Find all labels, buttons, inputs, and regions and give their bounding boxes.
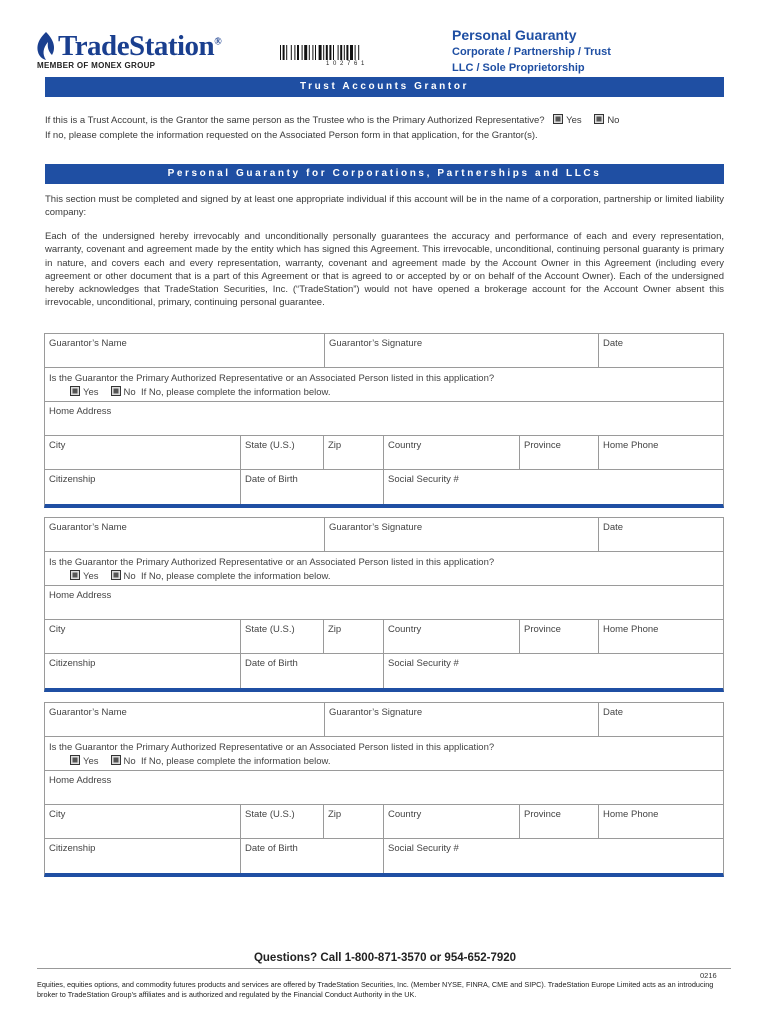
guarantor-yes-label: Yes (83, 387, 99, 398)
guarantor-no-hint: If No, please complete the information below. (140, 756, 331, 767)
home-address-row (45, 402, 723, 436)
guarantor-signature-label: Guarantor’s Signature (329, 707, 423, 718)
guarantor-signature-label: Guarantor’s Signature (329, 338, 423, 349)
guarantor-no-label: No (123, 387, 136, 398)
date-of-birth-field[interactable] (240, 839, 383, 873)
home-phone-label: Home Phone (603, 809, 659, 820)
guarantor-options (45, 570, 723, 582)
home-address-field[interactable] (45, 586, 723, 619)
citizenship-field[interactable] (45, 654, 240, 688)
trust-instruction: If no, please complete the information requested on the Associated Person form in that application, for the Grantor(s). (45, 130, 538, 141)
guarantor-signature-label: Guarantor’s Signature (329, 522, 423, 533)
guarantor-yes-checkbox[interactable] (70, 386, 80, 396)
footer-disclaimer: Equities, equities options, and commodity futures products and services are offered by TradeStation Securities, Inc. (Member NYSE, FINRA, CME and SIPC). TradeStation Europe Limited acts as an introducing broker to TradeStation Group’s affiliates and is authorized and regulated by the Financial Conduct Authority in the UK. (37, 980, 714, 999)
guarantor-name-row (45, 518, 723, 552)
ssn-field[interactable] (383, 470, 723, 504)
guarantor-yes-checkbox[interactable] (70, 755, 80, 765)
logo-tagline: MEMBER OF MONEX GROUP (37, 61, 156, 70)
citizenship-label: Citizenship (49, 474, 96, 485)
guarantor-no-checkbox[interactable] (111, 755, 121, 765)
trust-no-checkbox[interactable] (594, 114, 604, 124)
trust-yes-label: Yes (566, 115, 582, 126)
country-label: Country (388, 809, 422, 820)
city-field[interactable] (45, 620, 240, 653)
province-label: Province (524, 809, 561, 820)
guarantor-signature-field[interactable] (324, 518, 598, 551)
home-phone-field[interactable] (598, 805, 723, 838)
guarantor-name-field[interactable] (45, 334, 324, 367)
ssn-field[interactable] (383, 654, 723, 688)
home-address-field[interactable] (45, 771, 723, 804)
home-address-row (45, 586, 723, 620)
page-title: Personal Guaranty (452, 27, 577, 43)
guarantor-question: Is the Guarantor the Primary Authorized Representative or an Associated Person listed in this application? (49, 557, 495, 568)
guarantor-no-hint: If No, please complete the information below. (140, 387, 331, 398)
guarantor-no-hint: If No, please complete the information below. (140, 571, 331, 582)
date-of-birth-field[interactable] (240, 470, 383, 504)
guarantor-no-checkbox[interactable] (111, 386, 121, 396)
state-label: State (U.S.) (245, 624, 295, 635)
guaranty-terms: Each of the undersigned hereby irrevocably and unconditionally personally guarantees the accuracy and performance of each and every representation, warranty, covenant and agreement made by the entity which has signed this Agreement. This irrevocable, unconditional, continuing personal guaranty is primary in nature, and covers each and every representation, warranty, covenant and agreement made by the Account Owner in this Agreement (including every agreement or other document that is a part of this Agreement or that is agreed to or accepted by or on behalf of the Account Owner). Each of the undersigned hereby acknowledges that TradeStation Securities, Inc. (“TradeStation”) would not have opened a brokerage account for the Account Owner absent this irrevocable, unconditional, primary, continuing personal guarantee. (45, 231, 724, 309)
barcode-number: 1 0 2 7 6 1 (326, 61, 366, 67)
flame-icon (36, 32, 56, 60)
guarantor-date-field[interactable] (598, 334, 723, 367)
city-field[interactable] (45, 436, 240, 469)
guarantor-question-row (45, 368, 723, 402)
city-row (45, 805, 723, 839)
date-of-birth-field[interactable] (240, 654, 383, 688)
zip-field[interactable] (323, 620, 383, 653)
province-field[interactable] (519, 805, 598, 838)
guarantor-no-label: No (123, 756, 136, 767)
guarantor-3-block (44, 702, 724, 877)
guarantor-date-label: Date (603, 707, 624, 718)
date-of-birth-label: Date of Birth (245, 658, 298, 669)
citizenship-label: Citizenship (49, 843, 96, 854)
city-field[interactable] (45, 805, 240, 838)
state-label: State (U.S.) (245, 809, 295, 820)
guarantor-options (45, 386, 723, 398)
logo-wordmark: TradeStation® (58, 30, 222, 62)
home-phone-field[interactable] (598, 436, 723, 469)
guarantor-date-label: Date (603, 522, 624, 533)
footer-divider (37, 968, 731, 969)
guaranty-section-header: Personal Guaranty for Corporations, Partnerships and LLCs (45, 164, 724, 184)
province-label: Province (524, 440, 561, 451)
home-phone-label: Home Phone (603, 624, 659, 635)
guarantor-name-field[interactable] (45, 703, 324, 736)
guarantor-2-block (44, 517, 724, 692)
city-label: City (49, 440, 66, 451)
tradestation-logo (36, 30, 226, 74)
province-field[interactable] (519, 620, 598, 653)
questions-phone: Questions? Call 1-800-871-3570 or 954-652-7920 (253, 952, 517, 964)
trust-question-row (45, 114, 735, 128)
zip-label: Zip (328, 809, 342, 820)
citizenship-row (45, 654, 723, 688)
trust-yes-checkbox[interactable] (553, 114, 563, 124)
guarantor-signature-field[interactable] (324, 334, 598, 367)
guarantor-name-label: Guarantor’s Name (49, 338, 127, 349)
country-field[interactable] (383, 620, 519, 653)
zip-field[interactable] (323, 436, 383, 469)
ssn-label: Social Security # (388, 658, 459, 669)
guarantor-no-label: No (123, 571, 136, 582)
home-address-row (45, 771, 723, 805)
guarantor-signature-field[interactable] (324, 703, 598, 736)
citizenship-field[interactable] (45, 839, 240, 873)
city-label: City (49, 624, 66, 635)
ssn-field[interactable] (383, 839, 723, 873)
guarantor-question: Is the Guarantor the Primary Authorized Representative or an Associated Person listed in this application? (49, 373, 495, 384)
province-field[interactable] (519, 436, 598, 469)
guarantor-name-field[interactable] (45, 518, 324, 551)
guarantor-name-label: Guarantor’s Name (49, 522, 127, 533)
home-address-label: Home Address (49, 590, 112, 601)
citizenship-row (45, 839, 723, 873)
date-of-birth-label: Date of Birth (245, 843, 298, 854)
ssn-label: Social Security # (388, 474, 459, 485)
home-address-label: Home Address (49, 406, 112, 417)
guaranty-intro: This section must be completed and signed by at least one appropriate individual if this account will be in the name of a corporation, partnership or limited liability company: (45, 194, 724, 219)
home-address-label: Home Address (49, 775, 112, 786)
zip-label: Zip (328, 440, 342, 451)
guarantor-question-row (45, 737, 723, 771)
guarantor-no-checkbox[interactable] (111, 570, 121, 580)
country-field[interactable] (383, 805, 519, 838)
guarantor-date-label: Date (603, 338, 624, 349)
form-code: 0216 (700, 971, 717, 980)
guarantor-yes-label: Yes (83, 756, 99, 767)
home-phone-label: Home Phone (603, 440, 659, 451)
guarantor-date-field[interactable] (598, 518, 723, 551)
city-row (45, 436, 723, 470)
country-field[interactable] (383, 436, 519, 469)
guarantor-name-row (45, 703, 723, 737)
citizenship-row (45, 470, 723, 504)
guarantor-date-field[interactable] (598, 703, 723, 736)
date-of-birth-label: Date of Birth (245, 474, 298, 485)
trust-no-label: No (607, 115, 620, 126)
citizenship-label: Citizenship (49, 658, 96, 669)
guarantor-options (45, 755, 723, 767)
city-label: City (49, 809, 66, 820)
guarantor-name-label: Guarantor’s Name (49, 707, 127, 718)
guarantor-yes-label: Yes (83, 571, 99, 582)
province-label: Province (524, 624, 561, 635)
zip-label: Zip (328, 624, 342, 635)
page-subtitle-1: Corporate / Partnership / Trust (452, 46, 611, 58)
state-field[interactable] (240, 436, 323, 469)
guarantor-yes-checkbox[interactable] (70, 570, 80, 580)
city-row (45, 620, 723, 654)
state-label: State (U.S.) (245, 440, 295, 451)
guarantor-question-row (45, 552, 723, 586)
citizenship-field[interactable] (45, 470, 240, 504)
guarantor-1-block (44, 333, 724, 508)
country-label: Country (388, 440, 422, 451)
zip-field[interactable] (323, 805, 383, 838)
state-field[interactable] (240, 805, 323, 838)
guarantor-question: Is the Guarantor the Primary Authorized Representative or an Associated Person listed in this application? (49, 742, 495, 753)
state-field[interactable] (240, 620, 323, 653)
country-label: Country (388, 624, 422, 635)
guarantor-name-row (45, 334, 723, 368)
home-address-field[interactable] (45, 402, 723, 435)
trust-question: If this is a Trust Account, is the Grantor the same person as the Trustee who is the Primary Authorized Representative? (45, 115, 545, 126)
page-subtitle-2: LLC / Sole Proprietorship (452, 62, 585, 74)
ssn-label: Social Security # (388, 843, 459, 854)
trust-section-header: Trust Accounts Grantor (45, 77, 724, 97)
home-phone-field[interactable] (598, 620, 723, 653)
